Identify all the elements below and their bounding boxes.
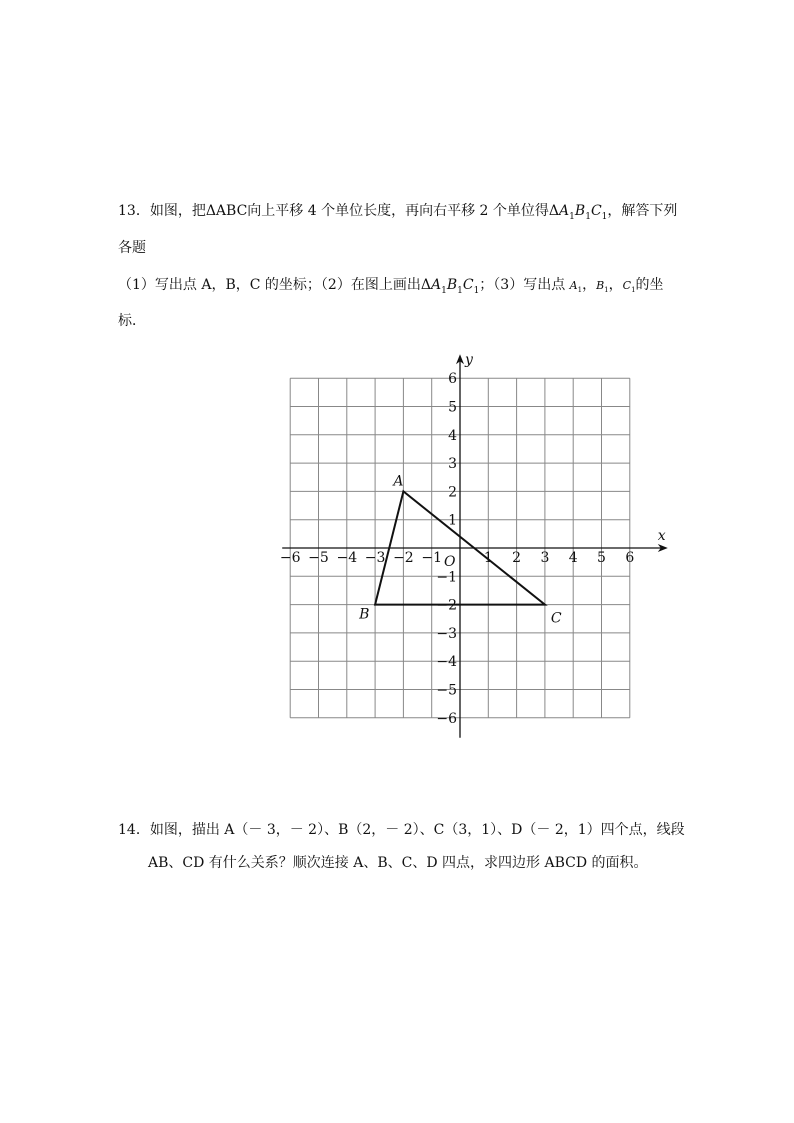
x-tick-label: 3 xyxy=(540,550,550,566)
x-tick-label: 1 xyxy=(483,550,493,566)
q13-triangle-a1b1c1-symbol: $\Delta A_1B_1C_1$ xyxy=(548,203,608,222)
q13-line-1 xyxy=(118,201,677,227)
x-tick-label: 5 xyxy=(597,550,606,566)
x-tick-label: 4 xyxy=(568,550,578,566)
q13-line-4: 标． xyxy=(118,313,146,329)
coordinate-figure xyxy=(270,345,690,749)
x-tick-label: −4 xyxy=(336,550,358,566)
y-tick-label: −2 xyxy=(436,597,457,614)
y-tick-label: 5 xyxy=(448,399,457,416)
tick-labels xyxy=(280,371,634,727)
x-tick-label: 2 xyxy=(512,550,522,566)
q13-line-1-prefix: 13．如图，把ΔABC向上平移 4 个单位长度，再向右平移 2 个单位得 xyxy=(118,203,549,219)
x-axis-label: x xyxy=(657,528,666,544)
y-tick-label: 1 xyxy=(448,512,457,529)
q13-line-3: （1）写出点 A，B，C 的坐标；（2）在图上画出$\Delta A_1B_1C_1$；（3）写出点 $A_1$，$B_1$，$C_1$的坐 xyxy=(118,277,664,296)
x-tick-label: −1 xyxy=(421,550,443,566)
vertex-label-c: C xyxy=(550,610,562,627)
y-tick-label: −5 xyxy=(436,682,457,699)
point-a1-label: $A_1$ xyxy=(569,279,583,295)
coordinate-grid-chart xyxy=(270,345,690,745)
q13-triangle-a1b1c1-symbol-2: $\Delta A_1B_1C_1$ xyxy=(420,277,480,296)
y-tick-label: 4 xyxy=(448,427,457,444)
y-tick-label: −1 xyxy=(436,569,457,586)
y-tick-label: 6 xyxy=(448,371,457,388)
origin-label: O xyxy=(444,554,456,570)
q13-line-3-end: 的坐 xyxy=(635,277,664,293)
y-tick-label: −4 xyxy=(436,654,457,671)
q14-line-2: AB、CD 有什么关系？顺次连接 A、B、C、D 四点，求四边形 ABCD 的面积。 xyxy=(148,855,648,871)
y-tick-label: 2 xyxy=(448,484,457,501)
x-tick-label: 6 xyxy=(625,550,635,566)
q13-line-1-suffix: ，解答下列 xyxy=(607,203,678,219)
y-tick-label: 3 xyxy=(448,456,457,473)
vertex-label-a: A xyxy=(393,473,404,490)
x-tick-label: −2 xyxy=(393,550,414,566)
y-tick-label: −6 xyxy=(436,710,457,727)
q13-line-2: 各题 xyxy=(118,240,146,256)
axes xyxy=(279,352,668,738)
vertex-label-b: B xyxy=(359,606,370,623)
point-c1-label: $C_1$ xyxy=(622,279,636,295)
point-b1-label: $B_1$ xyxy=(596,279,609,295)
x-tick-label: −3 xyxy=(364,550,386,566)
y-tick-label: −3 xyxy=(436,625,457,642)
q14-line-1: 14．如图，描出 A（－ 3，－ 2）、B（2，－ 2）、C（3，1）、D（－ 2，1）四个点，线段 xyxy=(118,822,685,838)
x-tick-label: −6 xyxy=(279,550,301,566)
y-axis-label: y xyxy=(465,352,473,369)
x-tick-label: −5 xyxy=(308,550,329,566)
q13-line-3-part-1: （1）写出点 A，B，C 的坐标；（2）在图上画出 xyxy=(118,277,421,293)
q13-line-3-part-2: ；（3）写出点 xyxy=(479,277,570,293)
